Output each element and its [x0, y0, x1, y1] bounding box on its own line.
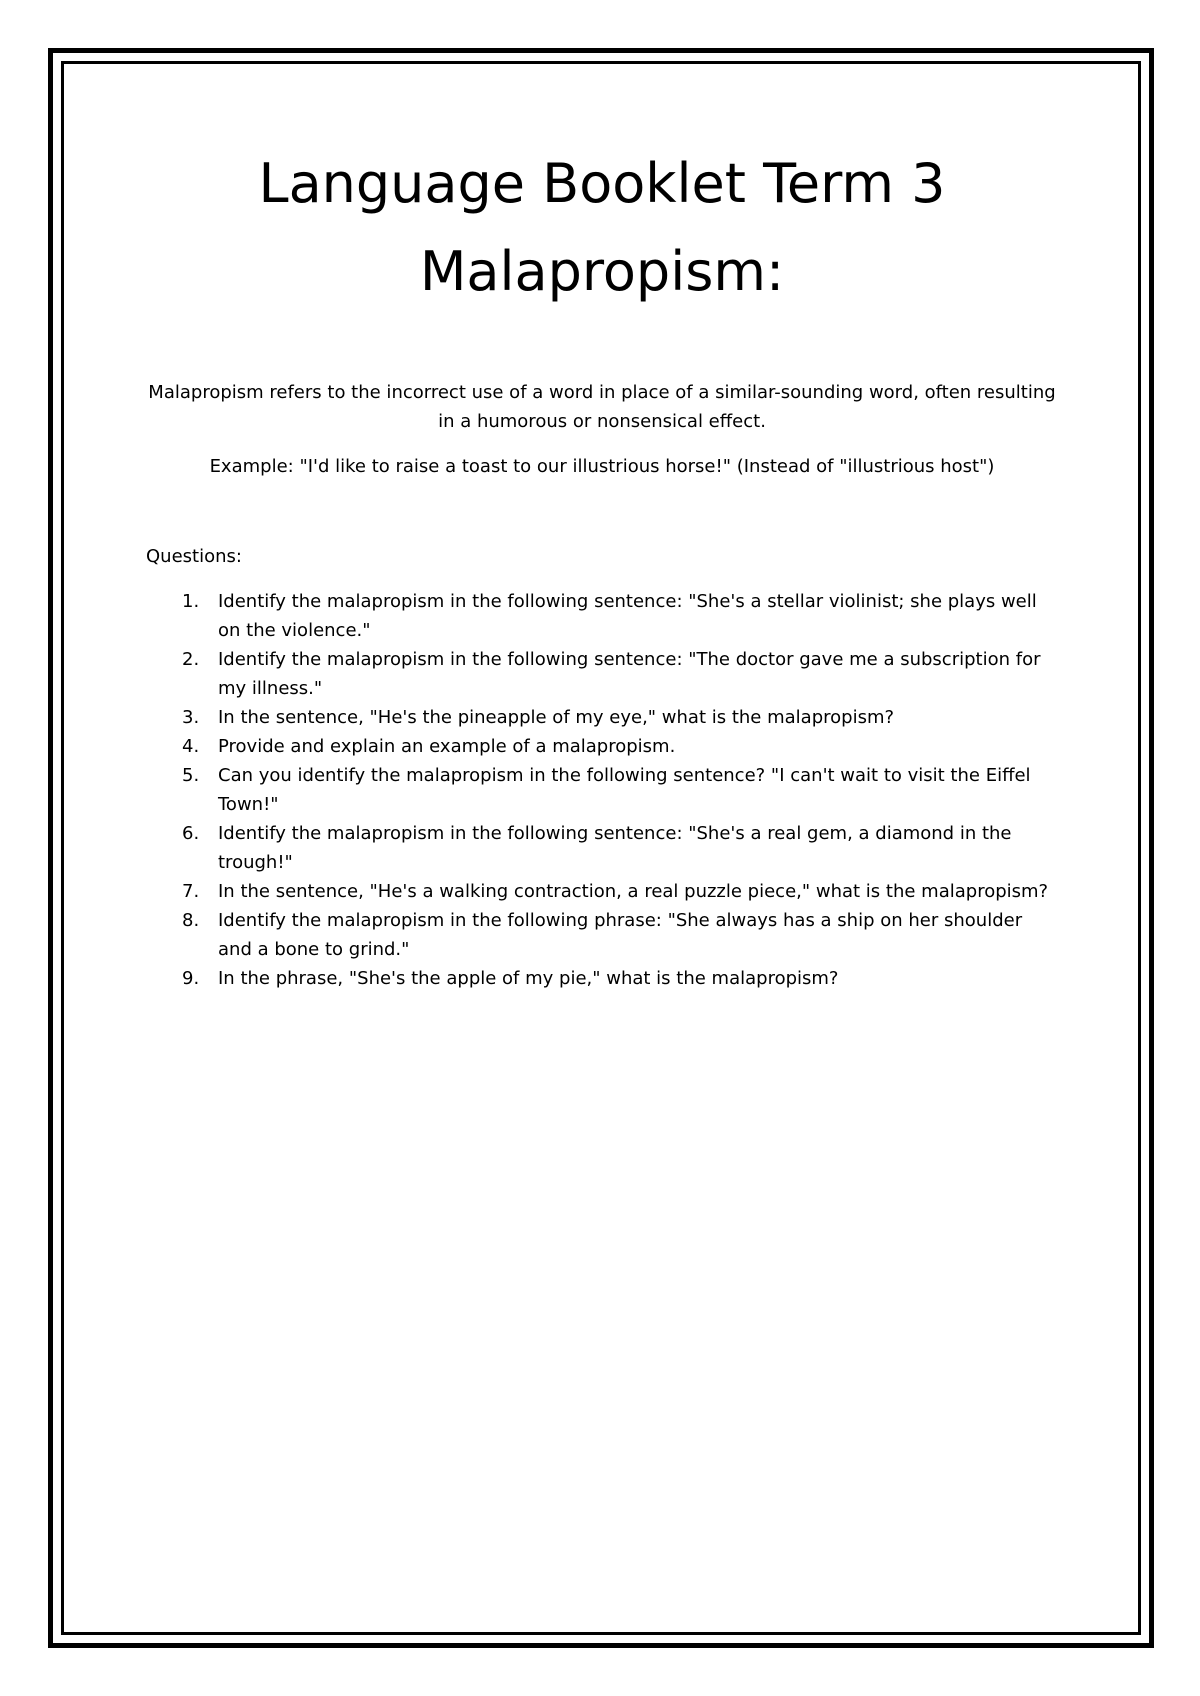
- question-number: 4.: [182, 736, 200, 757]
- question-number: 8.: [182, 910, 200, 931]
- question-text: Identify the malapropism in the following sentence: "She's a stellar violinist; she plays well on the violence.": [218, 591, 1037, 641]
- question-number: 6.: [182, 823, 200, 844]
- title-line-1: Language Booklet Term 3: [258, 152, 946, 215]
- question-item: [146, 703, 1058, 732]
- question-text: Identify the malapropism in the following sentence: "She's a real gem, a diamond in the trough!": [218, 823, 1012, 873]
- question-item: [146, 819, 1058, 877]
- title-line-2: Malapropism:: [419, 240, 785, 303]
- question-number: 1.: [182, 591, 200, 612]
- question-number: 3.: [182, 707, 200, 728]
- question-text: In the sentence, "He's a walking contraction, a real puzzle piece," what is the malapropism?: [218, 881, 1049, 902]
- question-text: Identify the malapropism in the following phrase: "She always has a ship on her shoulder and a bone to grind.": [218, 910, 1023, 960]
- question-text: Identify the malapropism in the following sentence: "The doctor gave me a subscription for my illness.": [218, 649, 1041, 699]
- example-paragraph: Example: "I'd like to raise a toast to our illustrious horse!" (Instead of "illustrious host"): [209, 456, 995, 477]
- question-item: [146, 645, 1058, 703]
- question-number: 2.: [182, 649, 200, 670]
- question-number: 5.: [182, 765, 200, 786]
- question-item: [146, 877, 1058, 906]
- question-text: Provide and explain an example of a malapropism.: [218, 736, 676, 757]
- document-body: [146, 140, 1058, 993]
- definition-paragraph: Malapropism refers to the incorrect use of a word in place of a similar-sounding word, often resulting in a humorous or nonsensical effect.: [148, 382, 1056, 432]
- question-item: [146, 587, 1058, 645]
- questions-list: [146, 587, 1058, 993]
- question-item: [146, 732, 1058, 761]
- question-item: [146, 906, 1058, 964]
- question-item: [146, 964, 1058, 993]
- document-title: [146, 140, 1058, 316]
- question-number: 9.: [182, 968, 200, 989]
- question-item: [146, 761, 1058, 819]
- questions-heading: Questions:: [146, 546, 242, 567]
- question-text: Can you identify the malapropism in the following sentence? "I can't wait to visit the Eiffel Town!": [218, 765, 1031, 815]
- question-text: In the sentence, "He's the pineapple of my eye," what is the malapropism?: [218, 707, 895, 728]
- question-text: In the phrase, "She's the apple of my pie," what is the malapropism?: [218, 968, 839, 989]
- question-number: 7.: [182, 881, 200, 902]
